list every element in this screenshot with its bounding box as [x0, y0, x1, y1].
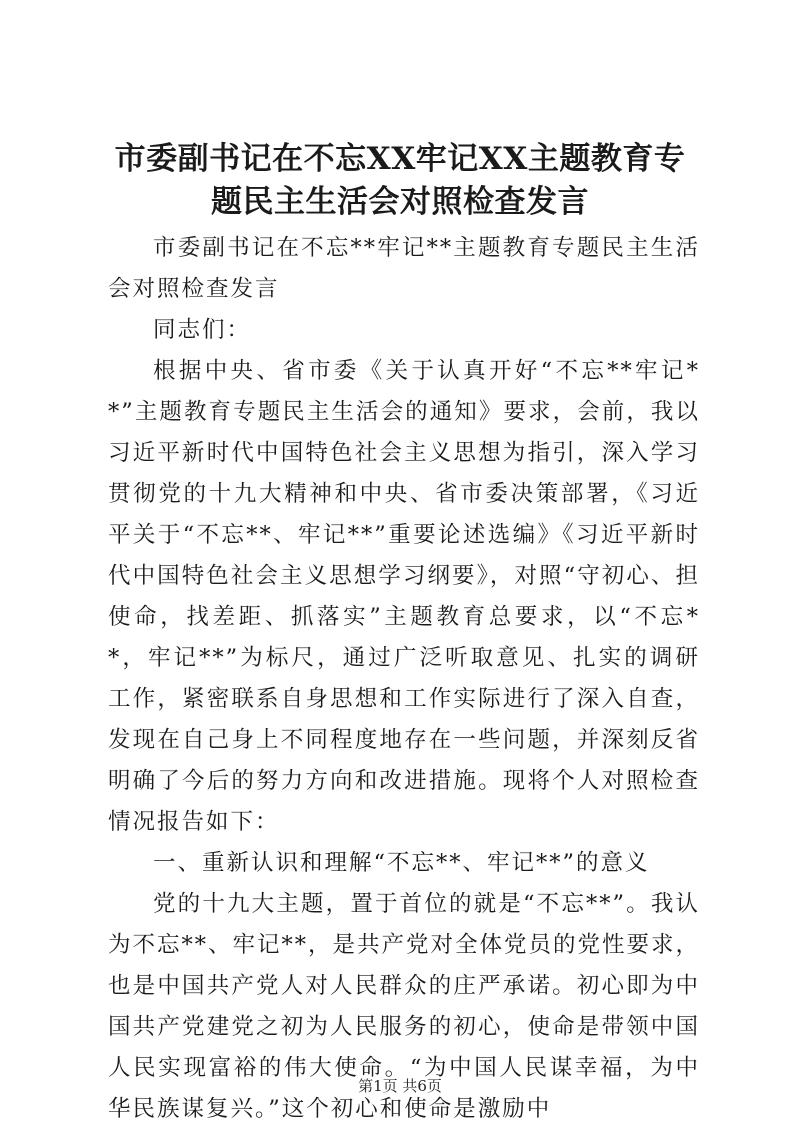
- paragraph-intro: 根据中央、省市委《关于认真开好“不忘**牢记**”主题教育专题民主生活会的通知》要求，会前，我以习近平新时代中国特色社会主义思想为指引，深入学习贯彻党的十九大精神和中央、省市委决策部署，《习近平关于“不忘**、牢记**”重要论述选编》《习近平新时代中国特色社会主义思想学习纲要》，对照“守初心、担使命，找差距、抓落实”主题教育总要求，以“不忘**，牢记**”为标尺，通过广泛听取意见、扎实的调研工作，紧密联系自身思想和工作实际进行了深入自查，发现在自己身上不同程度地存在一些问题，并深刻反省明确了今后的努力方向和改进措施。现将个人对照检查情况报告如下：: [108, 358, 700, 835]
- page-footer: 第1页 共6页: [358, 1077, 442, 1095]
- document-body: [108, 228, 700, 1130]
- document-title: 市委副书记在不忘XX牢记XX主题教育专题民主生活会对照检查发言: [114, 141, 686, 220]
- paragraph-salutation: 同志们：: [153, 317, 252, 343]
- section-heading-1: 一、重新认识和理解“不忘**、牢记**”的意义: [153, 850, 650, 876]
- paragraph-subtitle: 市委副书记在不忘**牢记**主题教育专题民主生活会对照检查发言: [108, 235, 700, 302]
- paragraph-section-1: 党的十九大主题，置于首位的就是“不忘**”。我认为不忘**、牢记**，是共产党对全体党员的党性要求，也是中国共产党人对人民群众的庄严承诺。初心即为中国共产党建党之初为人民服务的初心，使命是带领中国人民实现富裕的伟大使命。“为中国人民谋幸福，为中华民族谋复兴。”这个初心和使命是激励中: [108, 891, 701, 1122]
